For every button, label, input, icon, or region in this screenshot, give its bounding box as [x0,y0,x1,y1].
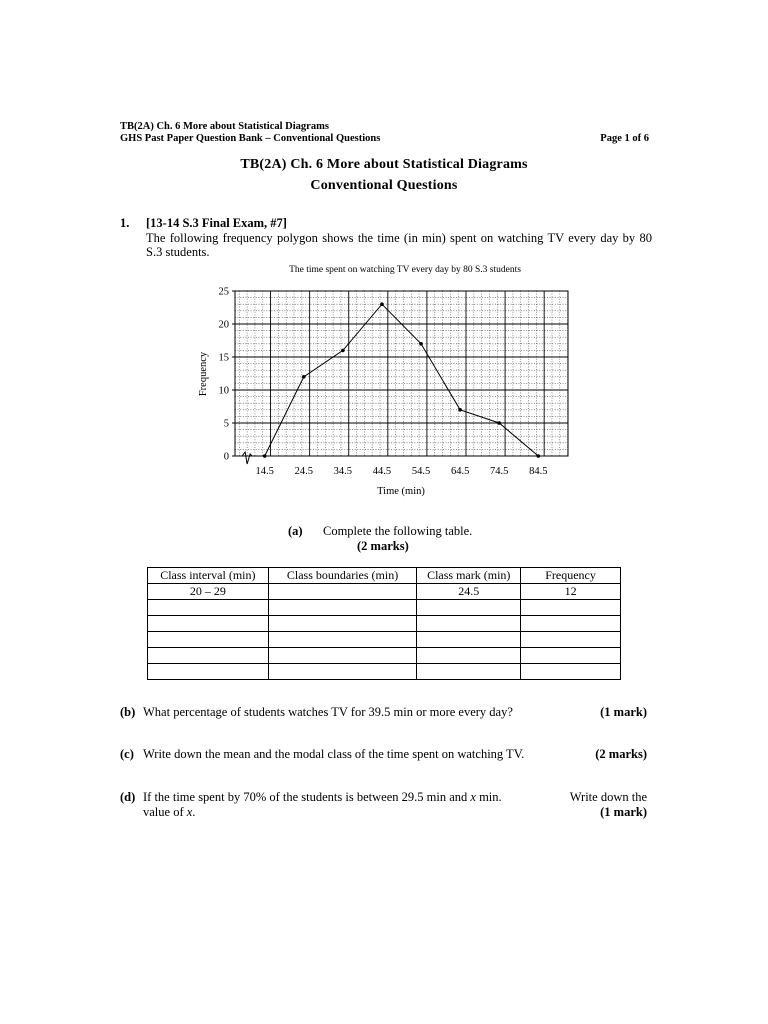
table-cell [148,648,269,664]
table-cell [268,600,417,616]
chart-title: The time spent on watching TV every day by 80 S.3 students [289,265,521,275]
y-tick-label: 0 [223,451,229,463]
plot-border [235,291,568,456]
table-cell [417,632,521,648]
table-cell [521,664,621,680]
table-cell: 20 – 29 [148,584,269,600]
part-d-marks: (1 mark) [600,805,647,819]
y-tick-label: 10 [218,385,229,397]
table-cell [417,600,521,616]
document-title: TB(2A) Ch. 6 More about Statistical Diagrams [240,157,528,172]
data-point [458,408,462,412]
table-cell [268,648,417,664]
table-row [148,648,621,664]
part-d-text-right: Write down the [569,790,647,804]
data-point [497,421,501,425]
question-source: [13-14 S.3 Final Exam, #7] [146,216,287,230]
y-tick-label: 15 [218,352,229,364]
part-a-text: Complete the following table. [323,524,473,538]
data-point [302,375,306,379]
question-text: The following frequency polygon shows the time (in min) spent on watching TV every day by 80 S.3 students. [146,231,652,259]
table-cell: 24.5 [417,584,521,600]
part-d-text-line1 [143,790,502,805]
table-row [148,600,621,616]
x-tick-label: 84.5 [529,466,548,477]
table-cell [268,616,417,632]
table-cell [268,664,417,680]
table-cell [521,648,621,664]
header-class-interval: Class interval (min) [148,568,269,584]
data-point [341,349,345,353]
y-tick-label: 20 [218,319,229,331]
variable-x: x [470,790,476,804]
document-subtitle: Conventional Questions [310,178,458,193]
part-c-label: (c) [120,747,134,761]
table-cell [148,600,269,616]
part-d-label: (d) [120,790,136,804]
data-point [380,302,384,306]
table-cell [268,584,417,600]
y-tick-label: 5 [223,418,229,430]
part-b-label: (b) [120,705,136,719]
part-d-text-c: value of [143,805,187,819]
part-a-label: (a) [288,524,303,538]
table-cell [148,664,269,680]
table-cell [148,616,269,632]
table-header-row [148,568,621,584]
header-class-mark: Class mark (min) [417,568,521,584]
part-d [120,790,650,820]
table-cell [521,600,621,616]
table-row [148,632,621,648]
x-tick-label: 44.5 [372,466,392,477]
data-point [536,454,540,458]
table-cell: 12 [521,584,621,600]
table-row [148,616,621,632]
table-row [148,584,621,600]
x-axis-label: Time (min) [377,486,425,497]
table-cell [417,664,521,680]
table-cell [417,616,521,632]
x-tick-label: 14.5 [255,466,274,477]
part-d-text-a: If the time spent by 70% of the students is between 29.5 min and [143,790,471,804]
y-axis-label: Frequency [198,351,209,397]
part-d-text-b: min. [475,790,502,804]
part-d-text-d: . [192,805,196,819]
table-cell [521,632,621,648]
header-class-boundaries: Class boundaries (min) [268,568,417,584]
axis-break-mark [242,452,252,464]
part-c-text: Write down the mean and the modal class of the time spent on watching TV. [143,747,525,761]
y-tick-label: 25 [218,286,229,298]
question-number: 1. [120,216,130,230]
part-a-marks: (2 marks) [357,539,409,553]
x-tick-label: 74.5 [490,466,509,477]
part-c-marks: (2 marks) [595,747,647,761]
table-cell [268,632,417,648]
variable-x-2: x [186,805,193,819]
part-b-text: What percentage of students watches TV for 39.5 min or more every day? [143,705,513,719]
x-tick-label: 54.5 [411,466,431,477]
running-header-title: TB(2A) Ch. 6 More about Statistical Diagrams [120,121,329,132]
page-number: Page 1 of 6 [600,133,649,144]
x-tick-label: 24.5 [294,466,313,477]
running-header-subtitle: GHS Past Paper Question Bank – Conventional Questions [120,133,381,144]
table-row [148,664,621,680]
table-cell [521,616,621,632]
x-tick-label: 64.5 [450,466,470,477]
table-cell [148,632,269,648]
data-point [419,342,423,346]
table-cell [417,648,521,664]
x-tick-label: 34.5 [333,466,353,477]
part-d-text-line2 [143,805,195,820]
part-b-marks: (1 mark) [600,705,647,719]
header-frequency: Frequency [521,568,621,584]
frequency-table [147,567,621,680]
data-point [263,454,267,458]
